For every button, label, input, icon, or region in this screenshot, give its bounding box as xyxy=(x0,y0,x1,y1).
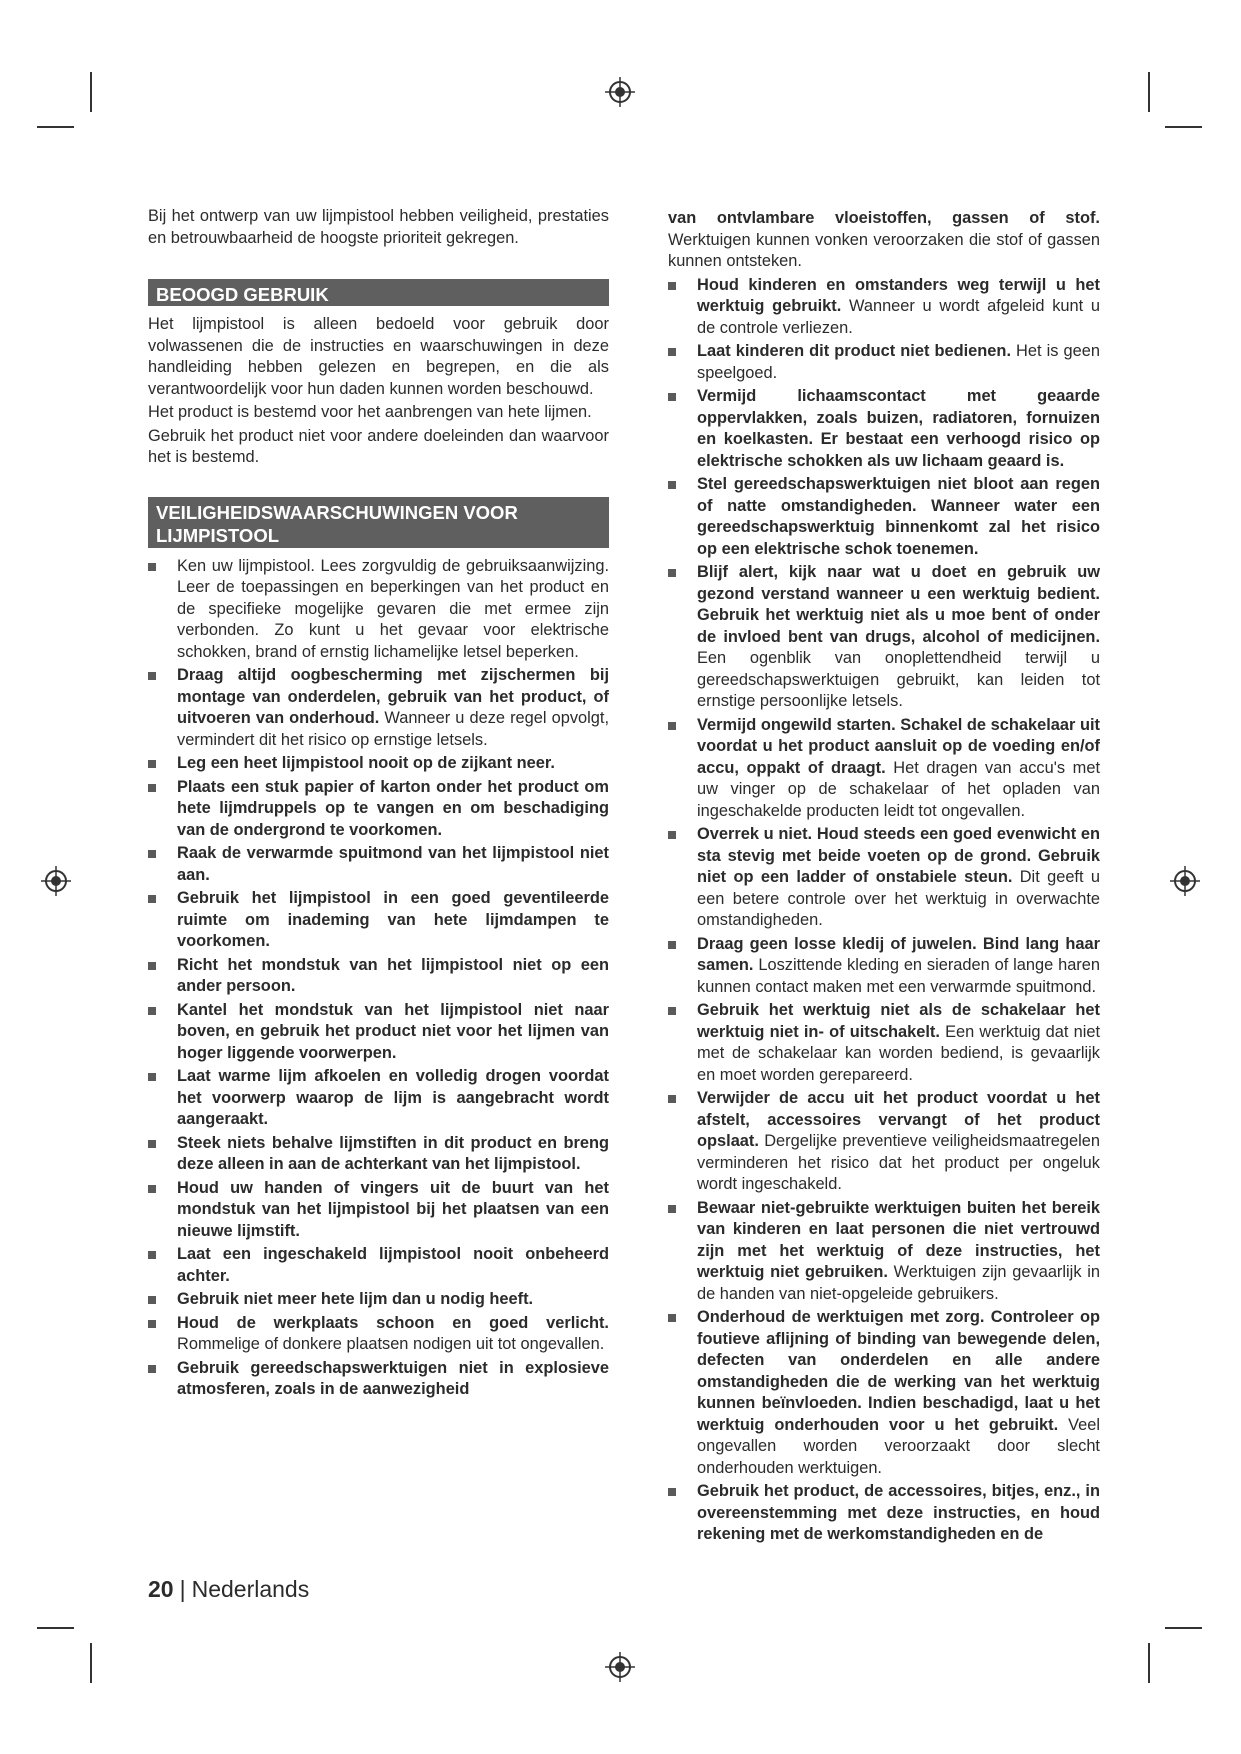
list-item xyxy=(668,275,1100,340)
bold-text: Houd kinderen en omstanders weg terwijl u het werktuig gebruikt. xyxy=(697,275,1100,315)
bold-text: Gebruik het lijmpistool in een goed geventileerde ruimte om inademing van hete lijmdampen te voorkomen. xyxy=(177,889,609,950)
body-text: Werktuigen kunnen vonken veroorzaken die stof of gassen kunnen ontsteken. xyxy=(668,230,1100,270)
bullet-square-icon xyxy=(148,1007,156,1015)
body-text: Dergelijke preventieve veiligheidsmaatregelen verminderen het risico dat het product per ongeluk wordt ingeschakeld. xyxy=(697,1132,1100,1193)
list-item xyxy=(148,665,609,751)
bullet-square-icon xyxy=(668,282,676,290)
bullet-square-icon xyxy=(668,1488,676,1496)
crop-mark xyxy=(37,126,74,128)
bold-text: Houd de werkplaats schoon en goed verlicht. xyxy=(177,1313,609,1332)
bold-text: Stel gereedschapswerktuigen niet bloot aan regen of natte omstandigheden. Wanneer water een gereedschapswerktuig binnenkomt zal het risico op een elektrische schok toenemen. xyxy=(697,475,1100,558)
page-footer xyxy=(148,1576,309,1603)
list-item xyxy=(668,1481,1100,1546)
bold-text: Blijf alert, kijk naar wat u doet en gebruik uw gezond verstand wanneer u een werktuig bedient. Gebruik het werktuig niet als u moe bent of onder de invloed bent van drugs, alcohol of medicijnen. xyxy=(697,563,1100,646)
bold-text: Bewaar niet-gebruikte werktuigen buiten het bereik van kinderen en laat personen die niet vertrouwd zijn met het werktuig of deze instructies, het werktuig niet gebruiken. xyxy=(697,1198,1100,1281)
body-text: Een werktuig dat niet met de schakelaar kan worden bediend, is gevaarlijk en moet worden gerepareerd. xyxy=(697,1022,1100,1084)
list-item xyxy=(148,1358,609,1401)
footer-language: Nederlands xyxy=(191,1576,310,1602)
bold-text: Gebruik het product, de accessoires, bitjes, enz., in overeenstemming met deze instructies, en houd rekening met de werkomstandigheden en de xyxy=(697,1482,1100,1543)
bullet-square-icon xyxy=(668,393,676,401)
crop-mark xyxy=(1148,72,1150,112)
bullet-square-icon xyxy=(148,760,156,768)
page-number: 20 xyxy=(148,1576,174,1602)
bold-text: Plaats een stuk papier of karton onder het product om hete lijmdruppels op te vangen en om beschadiging van de ondergrond te voorkomen. xyxy=(177,777,609,839)
crop-mark xyxy=(90,1643,92,1683)
list-item xyxy=(668,1307,1100,1479)
list-item xyxy=(668,474,1100,560)
bold-text: Overrek u niet. Houd steeds een goed evenwicht en sta stevig met beide voeten op de grond. Gebruik niet op een ladder of onstabiele steun. xyxy=(697,825,1100,886)
right-column xyxy=(668,208,1100,1548)
list-item xyxy=(668,386,1100,472)
crop-mark xyxy=(1165,1627,1202,1629)
intro-paragraph: Bij het ontwerp van uw lijmpistool hebben veiligheid, prestaties en betrouwbaarheid de hoogste prioriteit gekregen. xyxy=(148,207,609,247)
list-item xyxy=(148,1000,609,1065)
body-text: Een ogenblik van onoplettendheid terwijl u gereedschapswerktuigen gebruikt, kan leiden tot ernstige persoonlijke letsels. xyxy=(697,649,1100,710)
bold-text: Draag altijd oogbescherming met zijschermen bij montage van onderdelen, gebruik van het product, of uitvoeren van onderhoud. xyxy=(177,666,609,727)
bold-text: Richt het mondstuk van het lijmpistool niet op een ander persoon. xyxy=(177,955,609,995)
bold-text: Vermijd lichaamscontact met geaarde oppervlakken, zoals buizen, radiatoren, fornuizen en koelkasten. Er bestaat een verhoogd risico op elektrische schokken als uw lichaam geaard is. xyxy=(697,387,1100,470)
body-text: Dit geeft u een betere controle over het werktuig in overwachte omstandigheden. xyxy=(697,868,1100,929)
list-item xyxy=(148,888,609,953)
list-item xyxy=(668,824,1100,932)
list-item xyxy=(148,777,609,842)
list-item xyxy=(668,1198,1100,1306)
bullet-square-icon xyxy=(668,348,676,356)
registration-mark-icon xyxy=(604,76,636,108)
safety-list-right xyxy=(668,275,1100,1546)
registration-mark-icon xyxy=(1169,865,1201,897)
crop-mark xyxy=(90,72,92,112)
bold-text: Draag geen losse kledij of juwelen. Bind lang haar samen. xyxy=(697,934,1100,974)
bullet-square-icon xyxy=(668,831,676,839)
body-text: Het dragen van accu's met uw vinger op de schakelaar of het opladen van ingeschakelde producten leidt tot ongevallen. xyxy=(697,758,1101,820)
list-item xyxy=(668,1000,1100,1086)
bold-text: Gebruik gereedschapswerktuigen niet in explosieve atmosferen, zoals in de aanwezigheid xyxy=(177,1358,609,1398)
bullet-square-icon xyxy=(148,563,156,571)
registration-mark-icon xyxy=(40,865,72,897)
body-text: Wanneer u wordt afgeleid kunt u de controle verliezen. xyxy=(697,297,1100,337)
safety-list-left xyxy=(148,556,609,1401)
body-text: Rommelige of donkere plaatsen nodigen uit tot ongevallen. xyxy=(177,1335,605,1353)
list-item xyxy=(148,1289,609,1311)
list-item xyxy=(148,955,609,998)
bullet-square-icon xyxy=(148,895,156,903)
bold-text: Gebruik het werktuig niet als de schakelaar het werktuig niet in- of uitschakelt. xyxy=(697,1001,1100,1041)
bold-text: Raak de verwarmde spuitmond van het lijmpistool niet aan. xyxy=(177,844,609,884)
bullet-square-icon xyxy=(148,1251,156,1259)
crop-mark xyxy=(37,1627,74,1629)
bullet-square-icon xyxy=(148,1296,156,1304)
body-text: Ken uw lijmpistool. Lees zorgvuldig de gebruiksaanwijzing. Leer de toepassingen en beperkingen van het product en de specifieke mogelijke gevaren die met ermee zijn verbonden. Zo kunt u het gevaar voor elektrische schokken, brand of ernstig lichamelijke letsel beperken. xyxy=(177,556,609,661)
bold-text: Houd uw handen of vingers uit de buurt van het mondstuk van het lijmpistool bij het plaatsen van een nieuwe lijmstift. xyxy=(177,1178,609,1240)
bold-text: Kantel het mondstuk van het lijmpistool niet naar boven, en gebruik het product niet voor het lijmen van hoger liggende voorwerpen. xyxy=(177,1000,609,1062)
bullet-square-icon xyxy=(148,962,156,970)
list-item xyxy=(668,562,1100,713)
paragraph: Het lijmpistool is alleen bedoeld voor gebruik door volwassenen die de instructies en waarschuwingen in deze handleiding hebben gelezen en begrepen, en die als verantwoordelijk voor hun daden kunnen worden beschouwd. xyxy=(148,315,609,398)
bold-text: Laat warme lijm afkoelen en volledig drogen voordat het voorwerp waarop de lijm is aangebracht wordt aangeraakt. xyxy=(177,1067,609,1128)
bold-text: Laat een ingeschakeld lijmpistool nooit onbeheerd achter. xyxy=(177,1245,609,1285)
bullet-square-icon xyxy=(148,1140,156,1148)
crop-mark xyxy=(1165,126,1202,128)
bullet-square-icon xyxy=(668,941,676,949)
list-item xyxy=(668,715,1100,823)
paragraph: Het product is bestemd voor het aanbrengen van hete lijmen. xyxy=(148,403,592,421)
footer-separator: | xyxy=(179,1576,186,1602)
body-text: Wanneer u deze regel opvolgt, vermindert dit het risico op ernstige letsels. xyxy=(177,709,609,749)
bullet-square-icon xyxy=(148,1365,156,1373)
bold-text: Leg een heet lijmpistool nooit op de zijkant neer. xyxy=(177,754,555,772)
bullet-square-icon xyxy=(148,1073,156,1081)
section-heading-safety-warnings: VEILIGHEIDSWAARSCHUWINGEN VOOR LIJMPISTOOL xyxy=(148,497,609,548)
bold-text: Verwijder de accu uit het product voordat u het afstelt, accessoires vervangt of het product opslaat. xyxy=(697,1089,1100,1150)
list-item xyxy=(668,1088,1100,1196)
list-item xyxy=(148,1178,609,1243)
body-text: Werktuigen zijn gevaarlijk in de handen van niet-opgeleide gebruikers. xyxy=(697,1263,1101,1303)
bullet-square-icon xyxy=(668,1095,676,1103)
body-text: Loszittende kleding en sieraden of lange haren kunnen contact maken met een verwarmde spuitmond. xyxy=(697,956,1100,996)
list-item xyxy=(148,1313,609,1356)
body-text: Veel ongevallen worden veroorzaakt door slecht onderhouden werktuigen. xyxy=(697,1415,1100,1477)
bold-text: van ontvlambare vloeistoffen, gassen of stof. xyxy=(668,209,1100,227)
registration-mark-icon xyxy=(604,1651,636,1683)
section-heading-intended-use: BEOOGD GEBRUIK xyxy=(148,279,609,306)
bullet-square-icon xyxy=(668,569,676,577)
list-item xyxy=(148,753,609,775)
left-column xyxy=(148,206,609,1403)
bullet-square-icon xyxy=(148,1320,156,1328)
bullet-square-icon xyxy=(668,1205,676,1213)
bullet-square-icon xyxy=(148,784,156,792)
list-item xyxy=(148,1244,609,1287)
body-text: Het is geen speelgoed. xyxy=(697,342,1100,382)
bullet-square-icon xyxy=(668,722,676,730)
bold-text: Laat kinderen dit product niet bedienen. xyxy=(697,342,1011,360)
bullet-square-icon xyxy=(668,1314,676,1322)
list-item xyxy=(668,934,1100,999)
paragraph: Gebruik het product niet voor andere doeleinden dan waarvoor het is bestemd. xyxy=(148,426,609,466)
bullet-square-icon xyxy=(668,481,676,489)
bullet-square-icon xyxy=(148,672,156,680)
list-item xyxy=(148,556,609,664)
list-item xyxy=(148,843,609,886)
list-item xyxy=(148,1133,609,1176)
bullet-square-icon xyxy=(668,1007,676,1015)
bold-text: Vermijd ongewild starten. Schakel de schakelaar uit voordat u het product aansluit op de voeding en/of accu, oppakt of draagt. xyxy=(697,715,1100,777)
bold-text: Onderhoud de werktuigen met zorg. Controleer op foutieve aflijning of binding van bewegende delen, defecten van onderdelen en alle andere omstandigheden die de werking van het werktuig kunnen beïnvloeden. Indien beschadigd, laat u het werktuig onderhouden voor u het gebruikt. xyxy=(697,1308,1100,1434)
crop-mark xyxy=(1148,1643,1150,1683)
list-item xyxy=(148,1066,609,1131)
bold-text: Steek niets behalve lijmstiften in dit product en breng deze alleen in aan de achterkant van het lijmpistool. xyxy=(177,1133,609,1173)
bullet-square-icon xyxy=(148,850,156,858)
continued-item xyxy=(668,208,1100,273)
bullet-square-icon xyxy=(148,1185,156,1193)
list-item xyxy=(668,341,1100,384)
bold-text: Gebruik niet meer hete lijm dan u nodig heeft. xyxy=(177,1290,534,1308)
